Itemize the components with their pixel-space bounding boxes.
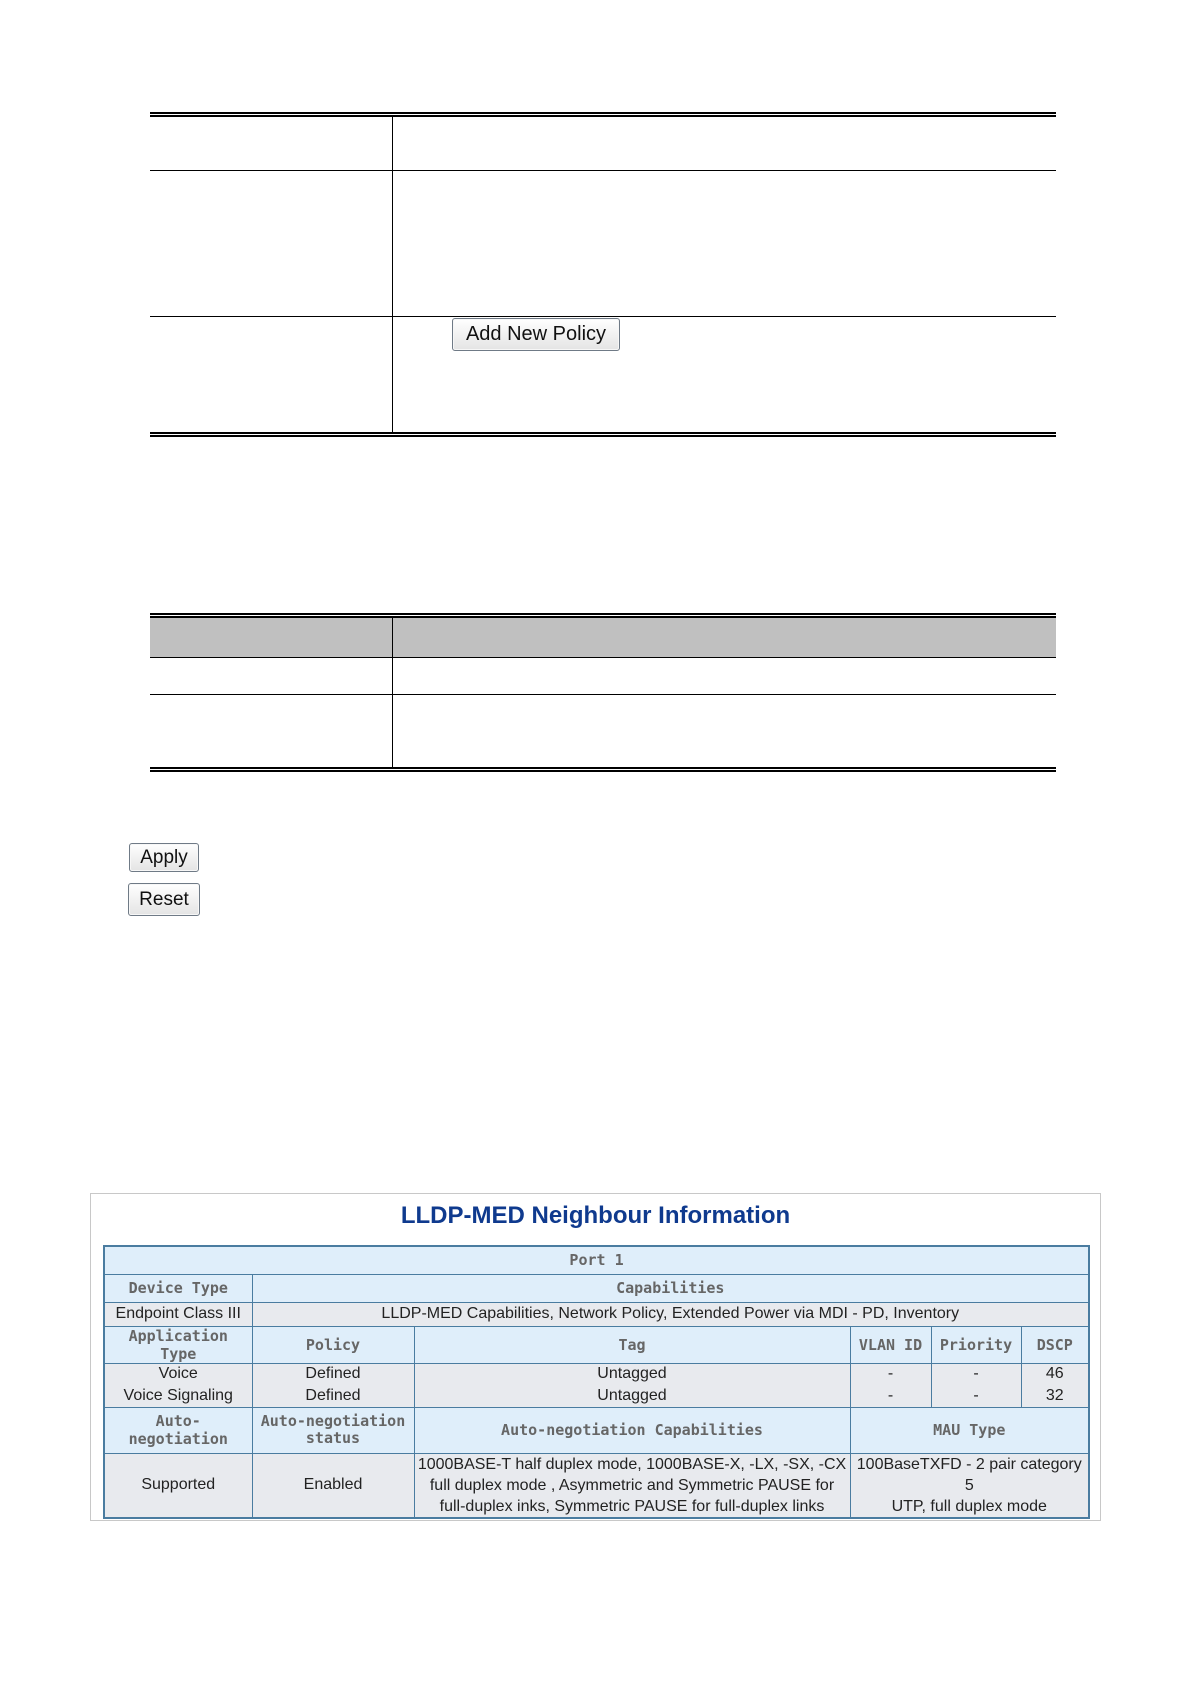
- table-header: [150, 618, 1056, 658]
- priority-cell: -: [931, 1363, 1021, 1385]
- auto-negotiation-status-value: Enabled: [252, 1453, 414, 1518]
- table-row: [104, 1363, 1089, 1385]
- table-row: [150, 117, 1056, 171]
- table-row: [150, 658, 1056, 695]
- lldp-med-table: [103, 1245, 1090, 1519]
- device-type-value: Endpoint Class III: [104, 1302, 252, 1326]
- vlan-id-cell: -: [850, 1363, 931, 1385]
- lldp-med-panel: [90, 1193, 1101, 1521]
- tag-cell: Untagged: [414, 1385, 850, 1407]
- capabilities-header: Capabilities: [252, 1274, 1089, 1302]
- add-new-policy-button[interactable]: Add New Policy: [452, 318, 620, 351]
- priority-cell: -: [931, 1385, 1021, 1407]
- reset-button[interactable]: Reset: [128, 883, 200, 916]
- auto-negotiation-value: Supported: [104, 1453, 252, 1518]
- mau-type-value: 100BaseTXFD - 2 pair category 5 UTP, full duplex mode: [850, 1453, 1089, 1518]
- tag-header: Tag: [414, 1326, 850, 1363]
- policy-cell: Defined: [252, 1363, 414, 1385]
- buttons-description-table: [150, 613, 1056, 772]
- application-type-header: Application Type: [104, 1326, 252, 1363]
- apply-button[interactable]: Apply: [129, 843, 199, 872]
- vlan-id-header: VLAN ID: [850, 1326, 931, 1363]
- auto-negotiation-capabilities-value: 1000BASE-T half duplex mode, 1000BASE-X, -LX, -SX, -CX full duplex mode , Asymmetric and Symmetric PAUSE for full-duplex inks, Symmetric PAUSE for full-duplex links: [414, 1453, 850, 1518]
- panel-title: LLDP-MED Neighbour Information: [400, 1202, 791, 1229]
- application-type-cell: Voice: [104, 1363, 252, 1385]
- mau-type-header: MAU Type: [850, 1407, 1089, 1453]
- dscp-cell: 32: [1021, 1385, 1089, 1407]
- vlan-id-cell: -: [850, 1385, 931, 1407]
- device-type-header: Device Type: [104, 1274, 252, 1302]
- table-row: [150, 171, 1056, 317]
- tag-cell: Untagged: [414, 1363, 850, 1385]
- auto-negotiation-status-header: Auto-negotiation status: [252, 1407, 414, 1453]
- capabilities-value: LLDP-MED Capabilities, Network Policy, Extended Power via MDI - PD, Inventory: [252, 1302, 1089, 1326]
- auto-negotiation-header: Auto-negotiation: [104, 1407, 252, 1453]
- port-header: Port 1: [104, 1246, 1089, 1274]
- policy-description-table: [150, 112, 1056, 437]
- table-row: [150, 695, 1056, 767]
- priority-header: Priority: [931, 1326, 1021, 1363]
- policy-header: Policy: [252, 1326, 414, 1363]
- dscp-cell: 46: [1021, 1363, 1089, 1385]
- table-row: [104, 1385, 1089, 1407]
- policy-cell: Defined: [252, 1385, 414, 1407]
- dscp-header: DSCP: [1021, 1326, 1089, 1363]
- application-type-cell: Voice Signaling: [104, 1385, 252, 1407]
- auto-negotiation-capabilities-header: Auto-negotiation Capabilities: [414, 1407, 850, 1453]
